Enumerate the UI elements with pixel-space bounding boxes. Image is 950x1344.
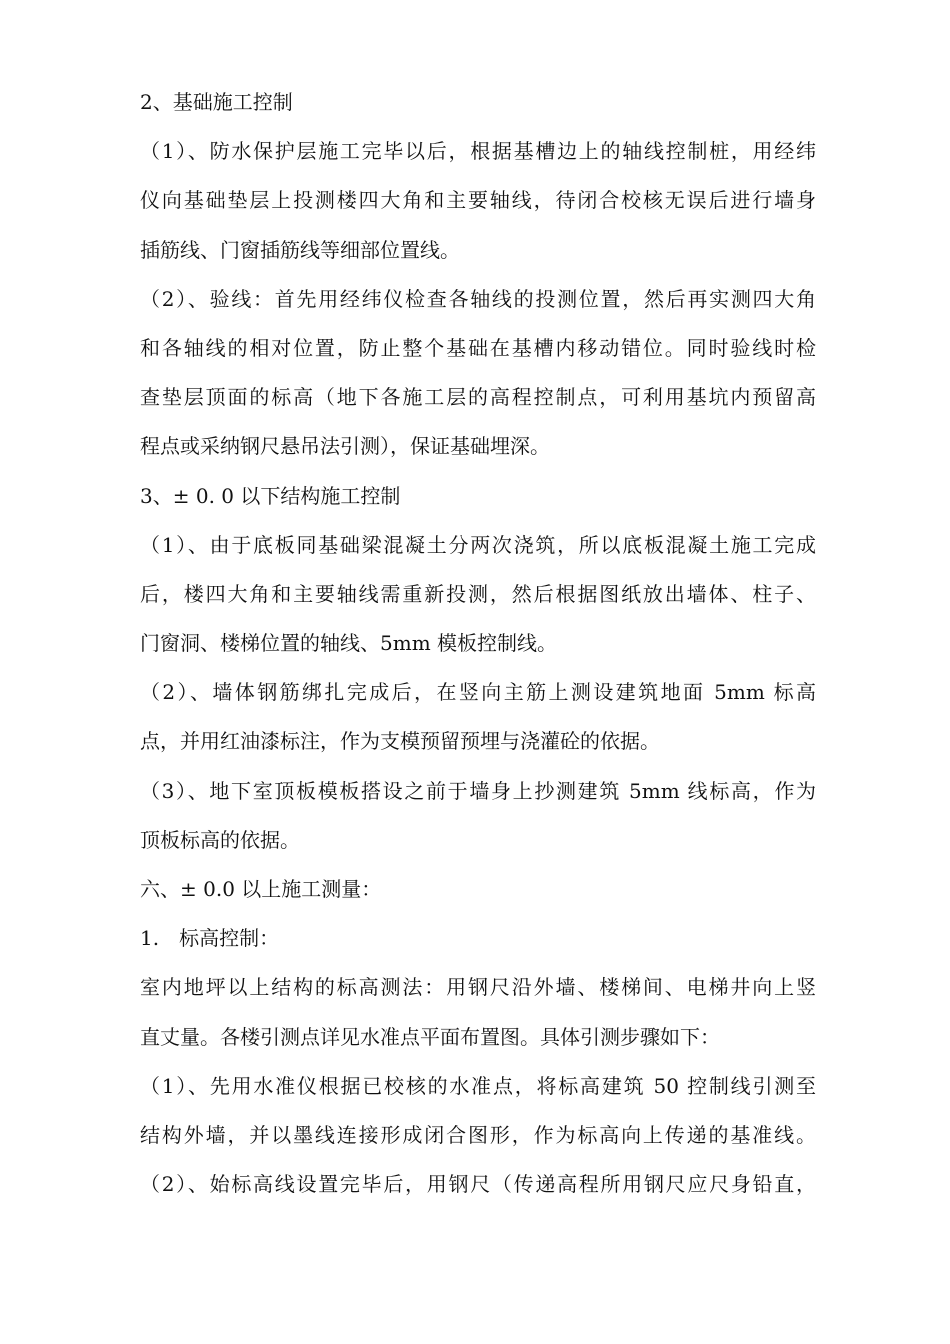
paragraph-line: 直丈量。各楼引测点详见水准点平面布置图。具体引测步骤如下： bbox=[140, 1024, 720, 1049]
subsection-heading: 1. 标高控制： bbox=[140, 926, 280, 951]
paragraph-line: （2）、始标高线设置完毕后，用钢尺（传递高程所用钢尺应尺身铅直， bbox=[140, 1172, 816, 1197]
paragraph-line: 后，楼四大角和主要轴线需重新投测，然后根据图纸放出墙体、柱子、 bbox=[140, 581, 816, 606]
section-heading: 3、± 0. 0 以下结构施工控制 bbox=[140, 483, 401, 508]
paragraph-line: 顶板标高的依据。 bbox=[140, 827, 300, 852]
paragraph-line: （2）、墙体钢筋绑扎完成后，在竖向主筋上测设建筑地面 5mm 标高 bbox=[140, 680, 816, 705]
paragraph-line: 程点或采纳钢尺悬吊法引测），保证基础埋深。 bbox=[140, 434, 550, 459]
paragraph-line: 和各轴线的相对位置，防止整个基础在基槽内移动错位。同时验线时检 bbox=[140, 335, 816, 360]
paragraph-line: （1）、先用水准仪根据已校核的水准点，将标高建筑 50 控制线引测至 bbox=[140, 1073, 816, 1098]
paragraph-line: 室内地坪以上结构的标高测法：用钢尺沿外墙、楼梯间、电梯井向上竖 bbox=[140, 975, 816, 1000]
paragraph-line: 点，并用红油漆标注，作为支模预留预埋与浇灌砼的依据。 bbox=[140, 729, 660, 754]
paragraph-line: （3）、地下室顶板模板搭设之前于墙身上抄测建筑 5mm 线标高，作为 bbox=[140, 778, 816, 803]
document-body bbox=[140, 78, 816, 1209]
section-heading: 六、± 0.0 以上施工测量： bbox=[140, 877, 382, 901]
paragraph-line: 门窗洞、楼梯位置的轴线、5mm 模板控制线。 bbox=[140, 631, 558, 656]
paragraph-line: 查垫层顶面的标高（地下各施工层的高程控制点，可利用基坑内预留高 bbox=[140, 385, 816, 410]
paragraph-line: （2）、验线：首先用经纬仪检查各轴线的投测位置，然后再实测四大角 bbox=[140, 286, 816, 311]
section-heading: 2、基础施工控制 bbox=[140, 90, 293, 114]
paragraph-line: 仪向基础垫层上投测楼四大角和主要轴线，待闭合校核无误后进行墙身 bbox=[140, 188, 816, 213]
paragraph-line: （1）、由于底板同基础梁混凝土分两次浇筑，所以底板混凝土施工完成 bbox=[140, 532, 816, 557]
paragraph-line: 结构外墙，并以墨线连接形成闭合图形，作为标高向上传递的基准线。 bbox=[140, 1122, 816, 1147]
paragraph-line: 插筋线、门窗插筋线等细部位置线。 bbox=[140, 237, 460, 262]
paragraph-line: （1）、防水保护层施工完毕以后，根据基槽边上的轴线控制桩，用经纬 bbox=[140, 139, 816, 164]
